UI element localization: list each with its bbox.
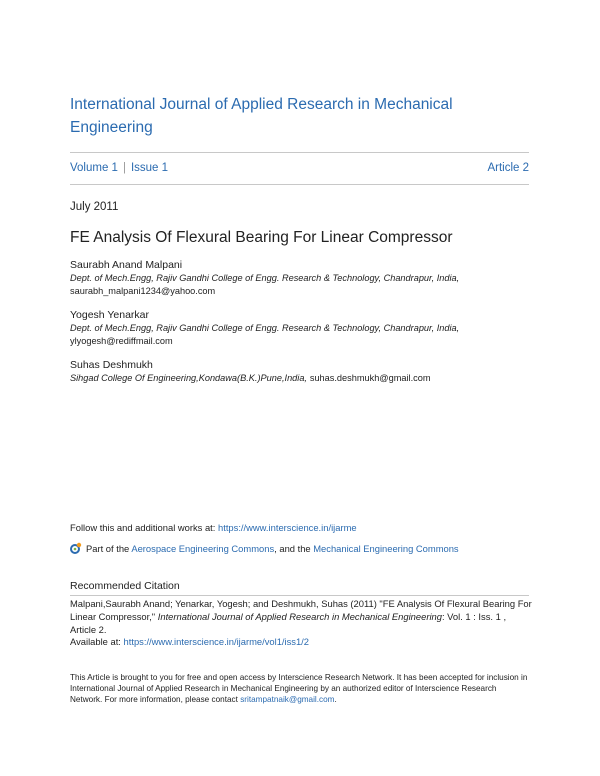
issue-link[interactable]: Issue 1 [130,162,169,174]
author-name: Yogesh Yenarkar [70,309,150,321]
part-of-middle: , and the [274,543,314,554]
author-block [70,259,529,299]
author-email: suhas.deshmukh@gmail.com [309,373,431,384]
mechanical-commons-link[interactable]: Mechanical Engineering Commons [313,543,459,554]
author-block [70,359,529,385]
author-affiliation: Sihgad College Of Engineering,Kondawa(B.K.)Pune,India, [70,373,307,384]
author-affiliation: Dept. of Mech.Engg, Rajiv Gandhi College of Engg. Research & Technology, Chandrapur, India, [70,273,460,284]
paper-title: FE Analysis Of Flexural Bearing For Linear Compressor [70,229,453,246]
divider [70,152,529,153]
journal-title[interactable] [70,93,490,139]
part-of-line [70,542,540,556]
issue-info [70,162,529,174]
citation-journal: International Journal of Applied Research in Mechanical Engineering [157,610,442,622]
footer-text: This Article is brought to you for free and open access by Interscience Research Network. It has been accepted for inclusion in International Journal of Applied Research in Mechanical Engineering by an authorized editor of Interscience Research Network. For more information, please contact [70,673,528,704]
author-name: Suhas Deshmukh [70,359,153,371]
available-link[interactable]: https://www.interscience.in/ijarme/vol1/iss1/2 [123,636,310,648]
citation-part1: Malpani,Saurabh Anand; Yenarkar, Yogesh; and Deshmukh, Suhas (2011) "FE Analysis Of Flexural Bearing For Linear Compressor," [70,598,532,622]
divider [70,595,529,596]
footer-end: . [334,695,337,704]
aerospace-commons-link[interactable]: Aerospace Engineering Commons [131,543,275,554]
follow-line [70,522,540,535]
footer-notice [70,672,530,705]
author-affiliation: Dept. of Mech.Engg, Rajiv Gandhi College of Engg. Research & Technology, Chandrapur, India, [70,323,460,334]
separator: | [122,162,126,174]
volume-link[interactable]: Volume 1 [70,162,118,174]
citation-text [70,598,532,649]
follow-text: Follow this and additional works at: [70,522,218,533]
follow-link[interactable]: https://www.interscience.in/ijarme [218,522,357,533]
author-block [70,309,529,349]
part-of-prefix: Part of the [86,543,132,554]
publication-date: July 2011 [70,201,119,213]
author-email: ylyogesh@rediffmail.com [70,336,173,347]
divider [70,184,529,185]
journal-title-link[interactable]: International Journal of Applied Research in Mechanical Engineering [70,96,453,136]
network-commons-icon [70,542,82,554]
author-name: Saurabh Anand Malpani [70,259,183,271]
author-email: saurabh_malpani1234@yahoo.com [70,286,216,297]
citation-part2: : Vol. 1 : Iss. 1 , Article 2. [70,610,507,635]
article-link[interactable]: Article 2 [487,162,529,174]
available-label: Available at: [70,636,124,648]
contact-email-link[interactable]: sritampatnaik@gmail.com [240,695,335,704]
recommended-citation-heading: Recommended Citation [70,580,180,592]
